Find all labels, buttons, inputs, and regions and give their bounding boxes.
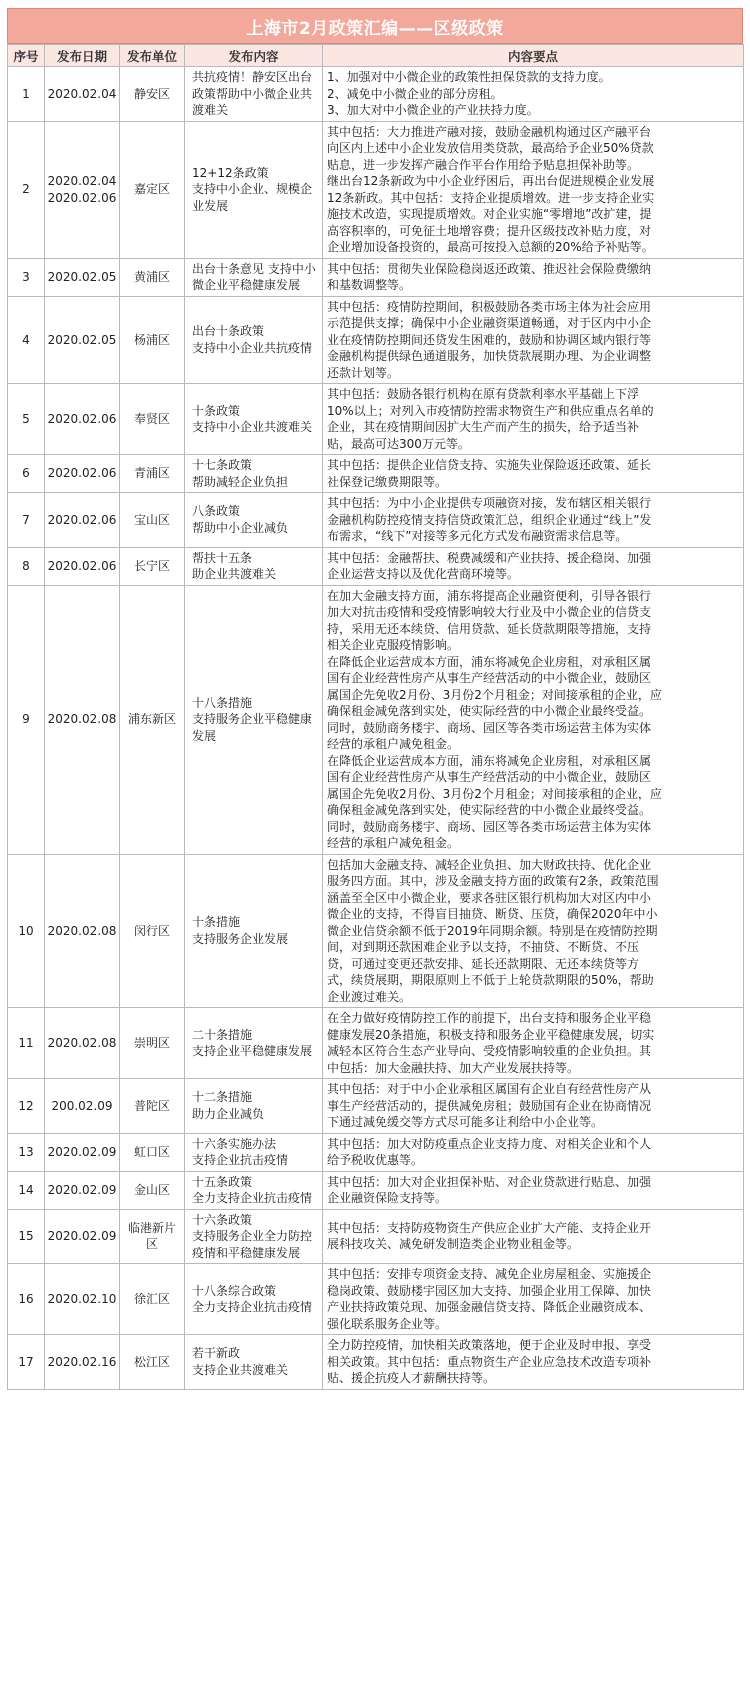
- content-points-line: 12条新政。其中包括：支持企业提质增效。进一步支持企业实: [327, 190, 655, 205]
- content-points-line: 其中包括：为中小企业提供专项融资对接，发布辖区相关银行: [327, 496, 652, 510]
- publish-content-line: 十条政策: [192, 403, 241, 418]
- content-points-line: 其中包括：金融帮扶、税费减缓和产业扶持、援企稳岗、加强: [327, 550, 652, 565]
- content-points-line: 其中包括：疫情防控期间，积极鼓励各类市场主体为社会应用: [327, 299, 652, 314]
- content-points-line: 在降低企业运营成本方面，浦东将减免企业房租，对承租区属: [327, 654, 652, 669]
- publish-content-line: 支持中小企业共抗疫情: [192, 340, 313, 355]
- row-number: 10: [8, 854, 45, 1008]
- content-points-line: 相关企业克服疫情影响。: [327, 638, 460, 652]
- row-number: 12: [8, 1079, 45, 1134]
- content-points-line: 全力防控疫情，加快相关政策落地，便于企业及时申报、享受: [327, 1338, 652, 1352]
- content-points: [323, 1335, 744, 1390]
- content-points: [323, 493, 744, 548]
- content-points-line: 继出台12条新政为中小企业纾困后，再出台促进规模企业发展: [327, 174, 655, 188]
- publish-date-line: 2020.02.06: [47, 190, 117, 205]
- content-points-line: 属国企先免收2月份、3月份2个月租金；对间接承租的企业，应: [327, 786, 662, 801]
- content-points-line: 施技术改造，实现提质增效。对企业实施“零增地”改扩建，提: [327, 207, 652, 221]
- publish-date: [45, 854, 120, 1008]
- content-points-line: 还款计划等。: [327, 365, 400, 380]
- publishing-unit-line: 松江区: [133, 1354, 170, 1369]
- publish-date: [45, 1264, 120, 1335]
- publishing-unit-line: 青浦区: [133, 466, 170, 481]
- content-points-line: 其中包括：提供企业信贷支持、实施失业保险返还政策、延长: [327, 458, 652, 472]
- table-row: [8, 1008, 744, 1079]
- content-points-line: 经营的承租户减免租金。: [327, 737, 460, 751]
- publish-content: [185, 1171, 323, 1209]
- publish-content-line: 十八条措施: [192, 695, 253, 710]
- row-number: 5: [8, 384, 45, 455]
- publishing-unit: [120, 1209, 185, 1264]
- content-points-line: 高容积率的，可免征土地增容费；提升区级技改补贴力度，对: [327, 223, 652, 238]
- publishing-unit-line: 嘉定区: [133, 182, 170, 197]
- table-body: [8, 67, 744, 1390]
- publishing-unit: [120, 1008, 185, 1079]
- table-row: [8, 1209, 744, 1264]
- publishing-unit-line: 虹口区: [133, 1144, 170, 1159]
- publish-date: [45, 455, 120, 493]
- publish-content-line: 业发展: [192, 198, 229, 213]
- publish-date: [45, 547, 120, 585]
- content-points: [323, 1079, 744, 1134]
- publish-content-line: 政策帮助中小微企业共: [192, 86, 313, 101]
- document-title: 上海市2月政策汇编——区级政策: [7, 8, 743, 44]
- publishing-unit-line: 杨浦区: [133, 332, 170, 347]
- content-points-line: 示范提供支撑；确保中小企业融资渠道畅通，对于区内中小企: [327, 316, 652, 330]
- publish-content-line: 十六条实施办法: [192, 1136, 277, 1151]
- content-points-line: 其中包括：贯彻失业保险稳岗返还政策、推迟社会保险费缴纳: [327, 261, 652, 276]
- publish-content: [185, 258, 323, 296]
- publish-content: [185, 1008, 323, 1079]
- publish-content: [185, 493, 323, 548]
- publish-date-line: 2020.02.05: [47, 332, 117, 347]
- publish-date-line: 2020.02.04: [47, 86, 117, 101]
- table-row: [8, 1335, 744, 1390]
- content-points: [323, 258, 744, 296]
- table-row: [8, 296, 744, 384]
- publish-content: [185, 384, 323, 455]
- publish-content: [185, 1264, 323, 1335]
- content-points-line: 式，续贷展期，期限原则上不低于上轮贷款期限的50%，帮助: [327, 973, 654, 987]
- content-points-line: 经营的承租户减免租金。: [327, 836, 460, 850]
- publishing-unit: [120, 258, 185, 296]
- content-points-line: 企业增加设备投资的，最高可按投入总额的20%给予补贴等。: [327, 240, 654, 254]
- content-points: [323, 455, 744, 493]
- publishing-unit: [120, 296, 185, 384]
- row-number: 15: [8, 1209, 45, 1264]
- publishing-unit-line: 长宁区: [133, 558, 170, 573]
- content-points-line: 布需求，“线下”对接等多元化方式发布融资需求信息等。: [327, 529, 628, 543]
- publishing-unit-line: 黄浦区: [133, 269, 170, 284]
- publish-content-line: 八条政策: [192, 504, 241, 519]
- publish-content: [185, 1209, 323, 1264]
- publish-content: [185, 1335, 323, 1390]
- publish-content-line: 疫情和平稳健康发展: [192, 1245, 301, 1260]
- content-points-line: 国有企业经营性房产从事生产经营活动的中小微企业，鼓励区: [327, 671, 652, 685]
- row-number: 7: [8, 493, 45, 548]
- content-points-line: 向区内上述中小企业发放信用类贷款，最高给予企业50%贷款: [327, 141, 654, 155]
- publishing-unit-line: 金山区: [133, 1182, 170, 1197]
- table-row: [8, 585, 744, 854]
- publish-content-line: 十八条综合政策: [192, 1283, 277, 1298]
- content-points-line: 微企业信贷余额不低于2019年同期余额。特别是在疫情防控期: [327, 923, 658, 938]
- content-points-line: 在全力做好疫情防控工作的前提下，出台支持和服务企业平稳: [327, 1011, 652, 1025]
- content-points-line: 国有企业经营性房产从事生产经营活动的中小微企业，鼓励区: [327, 770, 652, 784]
- content-points-line: 稳岗政策、鼓励楼宇园区加大支持、加强企业用工保障、加快: [327, 1283, 652, 1298]
- publish-content: [185, 67, 323, 122]
- content-points: [323, 67, 744, 122]
- content-points-line: 加大对抗击疫情和受疫情影响较大行业及中小微企业的信贷支: [327, 605, 652, 619]
- content-points-line: 微企业的支持，不得盲目抽贷、断贷、压贷，确保2020年中小: [327, 907, 658, 921]
- content-points-line: 同时，鼓励商务楼宇、商场、园区等各类市场运营主体为实体: [327, 819, 652, 834]
- publish-content-line: 出台十条意见 支持中小: [192, 261, 316, 276]
- content-points: [323, 296, 744, 384]
- publishing-unit-line: 浦东新区: [127, 712, 176, 727]
- publish-date-line: 2020.02.10: [47, 1291, 117, 1306]
- content-points-line: 3、加大对中小微企业的产业扶持力度。: [327, 103, 539, 117]
- content-points-line: 确保租金减免落到实处，使实际经营的中小微企业最终受益。: [327, 704, 652, 718]
- content-points-line: 持，采用无还本续贷、信用贷款、延长贷款期限等措施，支持: [327, 621, 652, 636]
- content-points-line: 企业，其在疫情期间因扩大生产而产生的损失，给予适当补: [327, 420, 640, 434]
- table-row: [8, 493, 744, 548]
- publish-date: [45, 1079, 120, 1134]
- content-points-line: 在加大金融支持方面，浦东将提高企业融资便利，引导各银行: [327, 588, 652, 603]
- publish-date: [45, 1008, 120, 1079]
- row-number: 2: [8, 121, 45, 258]
- row-number: 11: [8, 1008, 45, 1079]
- publish-content-line: 渡难关: [192, 103, 229, 117]
- publish-date: [45, 1209, 120, 1264]
- publish-content-line: 全力支持企业抗击疫情: [192, 1300, 313, 1314]
- content-points-line: 其中包括：鼓励各银行机构在原有贷款利率水平基础上下浮: [327, 387, 640, 401]
- publish-date-line: 2020.02.06: [47, 411, 117, 426]
- content-points-line: 间，对到期还款困难企业予以支持，不抽贷、不断贷、不压: [327, 940, 640, 954]
- publishing-unit: [120, 1079, 185, 1134]
- publish-content: [185, 1133, 323, 1171]
- publish-content-line: 十二条措施: [192, 1090, 253, 1105]
- publish-content-line: 助企业共渡难关: [192, 567, 277, 581]
- publish-date: [45, 121, 120, 258]
- publish-content-line: 全力支持企业抗击疫情: [192, 1191, 313, 1205]
- table-row: [8, 1079, 744, 1134]
- content-points-line: 社保登记缴费期限等。: [327, 474, 448, 489]
- content-points: [323, 1171, 744, 1209]
- content-points: [323, 384, 744, 455]
- content-points-line: 其中包括：对于中小企业承租区属国有企业自有经营性房产从: [327, 1082, 652, 1096]
- publish-date: [45, 296, 120, 384]
- publish-date-line: 2020.02.08: [47, 1035, 117, 1050]
- content-points: [323, 585, 744, 854]
- header-date: 发布日期: [45, 45, 120, 67]
- row-number: 13: [8, 1133, 45, 1171]
- content-points-line: 贴，最高可达300万元等。: [327, 436, 470, 451]
- content-points-line: 金融机构防控疫情支持信贷政策汇总，组织企业通过“线上”发: [327, 512, 652, 527]
- publish-content-line: 微企业平稳健康发展: [192, 278, 301, 292]
- publish-content-line: 十条措施: [192, 915, 241, 930]
- table-row: [8, 547, 744, 585]
- content-points-line: 贷，可通过变更还款安排、延长还款期限、无还本续贷等方: [327, 956, 640, 971]
- publish-content: [185, 854, 323, 1008]
- row-number: 1: [8, 67, 45, 122]
- table-row: [8, 258, 744, 296]
- content-points-line: 1、加强对中小微企业的政策性担保贷款的支持力度。: [327, 70, 611, 84]
- publish-content-line: 若干新政: [192, 1346, 241, 1361]
- publish-content-line: 支持企业平稳健康发展: [192, 1044, 313, 1058]
- table-row: [8, 1133, 744, 1171]
- publish-content-line: 支持中小企业、规模企: [192, 182, 313, 197]
- publish-content: [185, 585, 323, 854]
- table-row: [8, 384, 744, 455]
- publish-date: [45, 258, 120, 296]
- content-points-line: 企业融资保险支持等。: [327, 1191, 448, 1205]
- publish-content-line: 支持中小企业共渡难关: [192, 420, 313, 434]
- publish-content-line: 发展: [192, 728, 217, 743]
- publish-date: [45, 1133, 120, 1171]
- content-points-line: 金融机构提供绿色通道服务，加快贷款展期办理、为企业调整: [327, 349, 652, 363]
- header-unit: 发布单位: [120, 45, 185, 67]
- content-points-line: 贴、援企抗疫人才薪酬扶持等。: [327, 1371, 496, 1385]
- publishing-unit: [120, 585, 185, 854]
- publishing-unit-line: 普陀区: [133, 1098, 170, 1113]
- publishing-unit-line: 宝山区: [133, 512, 170, 527]
- row-number: 3: [8, 258, 45, 296]
- publishing-unit: [120, 1133, 185, 1171]
- table-row: [8, 854, 744, 1008]
- publish-date-line: 2020.02.06: [47, 466, 117, 481]
- content-points-line: 给予税收优惠等。: [327, 1153, 424, 1167]
- content-points: [323, 1133, 744, 1171]
- content-points-line: 相关政策。其中包括：重点物资生产企业应急技术改造专项补: [327, 1354, 652, 1369]
- content-points-line: 确保租金减免落到实处，使实际经营的中小微企业最终受益。: [327, 803, 652, 817]
- publish-content-line: 助力企业减负: [192, 1106, 265, 1121]
- row-number: 9: [8, 585, 45, 854]
- row-number: 6: [8, 455, 45, 493]
- publish-date: [45, 1335, 120, 1390]
- content-points-line: 同时，鼓励商务楼宇、商场、园区等各类市场运营主体为实体: [327, 720, 652, 735]
- content-points-line: 业在疫情防控期间还贷发生困难的，鼓励和协调区域内银行等: [327, 332, 652, 347]
- publishing-unit: [120, 547, 185, 585]
- publish-date-line: 2020.02.08: [47, 923, 117, 938]
- publishing-unit-line: 崇明区: [133, 1035, 170, 1050]
- content-points-line: 中包括：加大金融扶持、加大产业发展扶持等。: [327, 1060, 580, 1075]
- publish-date: [45, 585, 120, 854]
- policy-table: [7, 44, 744, 1390]
- publishing-unit: [120, 1171, 185, 1209]
- publish-content-line: 支持企业抗击疫情: [192, 1153, 289, 1167]
- table-row: [8, 455, 744, 493]
- content-points-line: 其中包括：加大对企业担保补贴、对企业贷款进行贴息、加强: [327, 1174, 652, 1189]
- table-row: [8, 121, 744, 258]
- publish-content-line: 帮助减轻企业负担: [192, 474, 289, 489]
- publish-date-line: 2020.02.08: [47, 712, 117, 727]
- publishing-unit: [120, 455, 185, 493]
- publish-content-line: 二十条措施: [192, 1027, 253, 1042]
- content-points-line: 企业渡过难关。: [327, 989, 412, 1004]
- content-points: [323, 1209, 744, 1264]
- publish-date-line: 2020.02.06: [47, 512, 117, 527]
- content-points: [323, 854, 744, 1008]
- publishing-unit: [120, 1264, 185, 1335]
- row-number: 4: [8, 296, 45, 384]
- row-number: 17: [8, 1335, 45, 1390]
- content-points: [323, 547, 744, 585]
- publish-date: [45, 493, 120, 548]
- publish-content-line: 支持服务企业发展: [192, 931, 289, 946]
- row-number: 14: [8, 1171, 45, 1209]
- content-points-line: 贴息，进一步发挥产融合作平台作用给予贴息担保补助等。: [327, 157, 640, 172]
- publishing-unit: [120, 493, 185, 548]
- table-row: [8, 67, 744, 122]
- content-points-line: 企业运营支持以及优化营商环境等。: [327, 567, 520, 581]
- content-points-line: 其中包括：大力推进产融对接，鼓励金融机构通过区产融平台: [327, 124, 652, 139]
- publish-date-line: 2020.02.09: [47, 1144, 117, 1159]
- publish-date-line: 2020.02.05: [47, 269, 117, 284]
- publish-content-line: 支持服务企业平稳健康: [192, 712, 313, 727]
- content-points-line: 其中包括：支持防疫物资生产供应企业扩大产能、支持企业开: [327, 1220, 652, 1235]
- publish-date-line: 2020.02.09: [47, 1182, 117, 1197]
- publish-date-line: 2020.02.16: [47, 1354, 117, 1369]
- header-no: 序号: [8, 45, 45, 67]
- row-number: 16: [8, 1264, 45, 1335]
- publish-date: [45, 1171, 120, 1209]
- publishing-unit-line: 闵行区: [133, 923, 170, 938]
- publish-content-line: 共抗疫情！静安区出台: [192, 70, 313, 84]
- content-points-line: 强化联系服务企业等。: [327, 1316, 448, 1331]
- publish-date-line: 2020.02.04: [47, 174, 117, 188]
- content-points-line: 下通过减免缓交等方式尽可能多让利给中小企业等。: [327, 1115, 604, 1129]
- row-number: 8: [8, 547, 45, 585]
- publish-date-line: 200.02.09: [51, 1098, 113, 1113]
- content-points-line: 属国企先免收2月份、3月份2个月租金；对间接承租的企业，应: [327, 687, 662, 702]
- publish-content-line: 帮扶十五条: [192, 550, 253, 565]
- content-points-line: 减轻本区符合生态产业导向、受疫情影响较重的企业负担。其: [327, 1044, 652, 1058]
- publish-date: [45, 67, 120, 122]
- table-header-row: [8, 45, 744, 67]
- publish-content: [185, 121, 323, 258]
- publish-date: [45, 384, 120, 455]
- publish-content-line: 十五条政策: [192, 1174, 253, 1189]
- publish-date-line: 2020.02.06: [47, 558, 117, 573]
- content-points-line: 其中包括：加大对防疫重点企业支持力度、对相关企业和个人: [327, 1136, 652, 1151]
- content-points-line: 健康发展20条措施，积极支持和服务企业平稳健康发展，切实: [327, 1027, 655, 1042]
- publish-content-line: 出台十条政策: [192, 324, 265, 339]
- publish-content-line: 帮助中小企业减负: [192, 520, 289, 535]
- content-points-line: 服务四方面。其中，涉及金融支持方面的政策有2条，政策范围: [327, 874, 659, 888]
- content-points: [323, 1264, 744, 1335]
- publishing-unit-line: 奉贤区: [133, 411, 170, 426]
- publishing-unit: [120, 67, 185, 122]
- content-points-line: 产业扶持政策兑现、加强金融信贷支持、降低企业融资成本、: [327, 1300, 652, 1314]
- content-points-line: 事生产经营活动的，提供减免房租；鼓励国有企业在协商情况: [327, 1098, 652, 1113]
- publish-content: [185, 1079, 323, 1134]
- publishing-unit: [120, 1335, 185, 1390]
- publish-content-line: 十七条政策: [192, 458, 253, 472]
- table-row: [8, 1171, 744, 1209]
- publish-content: [185, 455, 323, 493]
- content-points-line: 在降低企业运营成本方面，浦东将减免企业房租，对承租区属: [327, 753, 652, 768]
- publish-content-line: 十六条政策: [192, 1212, 253, 1227]
- publishing-unit: [120, 121, 185, 258]
- content-points-line: 和基数调整等。: [327, 278, 412, 292]
- header-content: 发布内容: [185, 45, 323, 67]
- content-points-line: 包括加大金融支持、减轻企业负担、加大财政扶持、优化企业: [327, 857, 652, 872]
- content-points-line: 其中包括：安排专项资金支持、减免企业房屋租金、实施援企: [327, 1267, 652, 1281]
- content-points: [323, 1008, 744, 1079]
- content-points: [323, 121, 744, 258]
- publish-content: [185, 547, 323, 585]
- publishing-unit-line: 区: [145, 1237, 158, 1252]
- content-points-line: 2、减免中小微企业的部分房租。: [327, 86, 503, 101]
- publish-content-line: 支持企业共渡难关: [192, 1362, 289, 1377]
- publish-date-line: 2020.02.09: [47, 1229, 117, 1243]
- publishing-unit-line: 静安区: [133, 86, 170, 101]
- header-points: 内容要点: [323, 45, 744, 67]
- content-points-line: 10%以上；对列入市疫情防控需求物资生产和供应重点名单的: [327, 403, 654, 418]
- content-points-line: 展科技攻关、减免研发制造类企业物业租金等。: [327, 1237, 580, 1252]
- publishing-unit-line: 临港新片: [127, 1220, 176, 1235]
- publish-content-line: 12+12条政策: [192, 165, 269, 180]
- publishing-unit: [120, 384, 185, 455]
- publishing-unit: [120, 854, 185, 1008]
- publish-content: [185, 296, 323, 384]
- table-row: [8, 1264, 744, 1335]
- content-points-line: 涵盖至全区中小微企业，要求各驻区银行机构加大对区内中小: [327, 890, 652, 905]
- publishing-unit-line: 徐汇区: [133, 1291, 170, 1306]
- publish-content-line: 支持服务企业全力防控: [192, 1229, 313, 1243]
